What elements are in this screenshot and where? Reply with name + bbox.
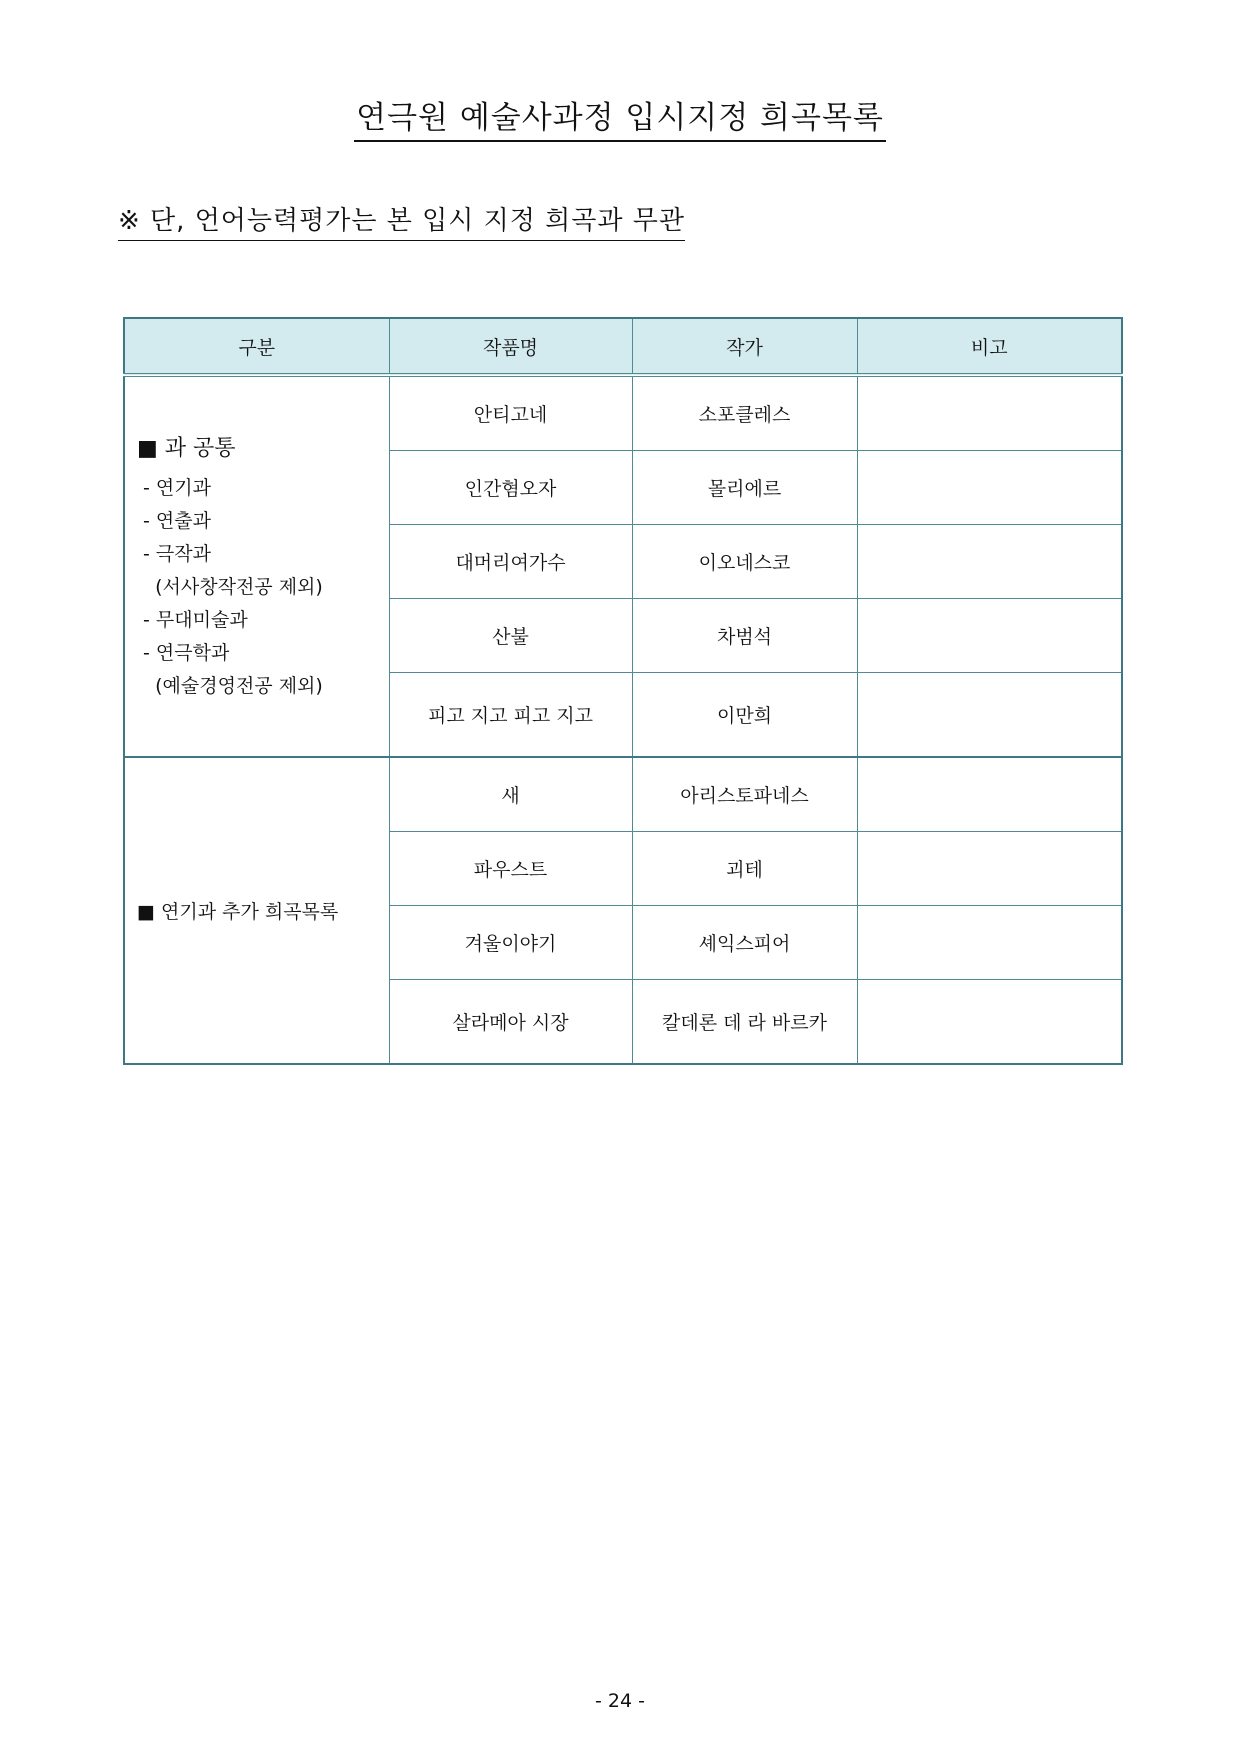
work-title: 피고 지고 피고 지고	[389, 673, 632, 758]
category-line: - 극작과	[137, 542, 211, 565]
header-remarks: 비고	[857, 318, 1122, 375]
author-name: 셰익스피어	[632, 906, 857, 980]
author-name: 괴테	[632, 832, 857, 906]
category-line: (서사창작전공 제외)	[137, 575, 323, 598]
table-row	[124, 757, 1122, 832]
author-name: 이만희	[632, 673, 857, 758]
remarks-cell	[857, 980, 1122, 1065]
category-line: - 연극학과	[137, 641, 230, 664]
plays-table	[123, 317, 1123, 1065]
header-category: 구분	[124, 318, 389, 375]
table-header-row	[124, 318, 1122, 375]
page-title	[0, 92, 1240, 137]
work-title: 안티고네	[389, 375, 632, 451]
work-title: 파우스트	[389, 832, 632, 906]
work-title: 겨울이야기	[389, 906, 632, 980]
work-title: 대머리여가수	[389, 525, 632, 599]
work-title: 살라메아 시장	[389, 980, 632, 1065]
work-title: 산불	[389, 599, 632, 673]
remarks-cell	[857, 757, 1122, 832]
author-name: 이오네스코	[632, 525, 857, 599]
category-cell-acting-extra	[124, 757, 389, 1064]
notice-text-content: ※ 단, 언어능력평가는 본 입시 지정 희곡과 무관	[118, 206, 685, 241]
table-row	[124, 375, 1122, 451]
header-work: 작품명	[389, 318, 632, 375]
author-name: 차범석	[632, 599, 857, 673]
author-name: 칼데론 데 라 바르카	[632, 980, 857, 1065]
category-cell-common	[124, 375, 389, 757]
category-line: - 연출과	[137, 509, 211, 532]
remarks-cell	[857, 525, 1122, 599]
remarks-cell	[857, 599, 1122, 673]
author-name: 소포클레스	[632, 375, 857, 451]
category-title: ■ 과 공통	[137, 435, 236, 461]
work-title: 인간혐오자	[389, 451, 632, 525]
page-title-text: 연극원 예술사과정 입시지정 희곡목록	[354, 100, 886, 142]
remarks-cell	[857, 451, 1122, 525]
author-name: 아리스토파네스	[632, 757, 857, 832]
category-line: (예술경영전공 제외)	[137, 674, 323, 697]
category-title: ■ 연기과 추가 희곡목록	[137, 901, 339, 923]
category-line: - 무대미술과	[137, 608, 248, 631]
remarks-cell	[857, 906, 1122, 980]
work-title: 새	[389, 757, 632, 832]
remarks-cell	[857, 375, 1122, 451]
category-line: - 연기과	[137, 476, 211, 499]
author-name: 몰리에르	[632, 451, 857, 525]
notice-text	[118, 200, 685, 237]
page-number: - 24 -	[595, 1690, 645, 1712]
remarks-cell	[857, 673, 1122, 758]
header-author: 작가	[632, 318, 857, 375]
remarks-cell	[857, 832, 1122, 906]
